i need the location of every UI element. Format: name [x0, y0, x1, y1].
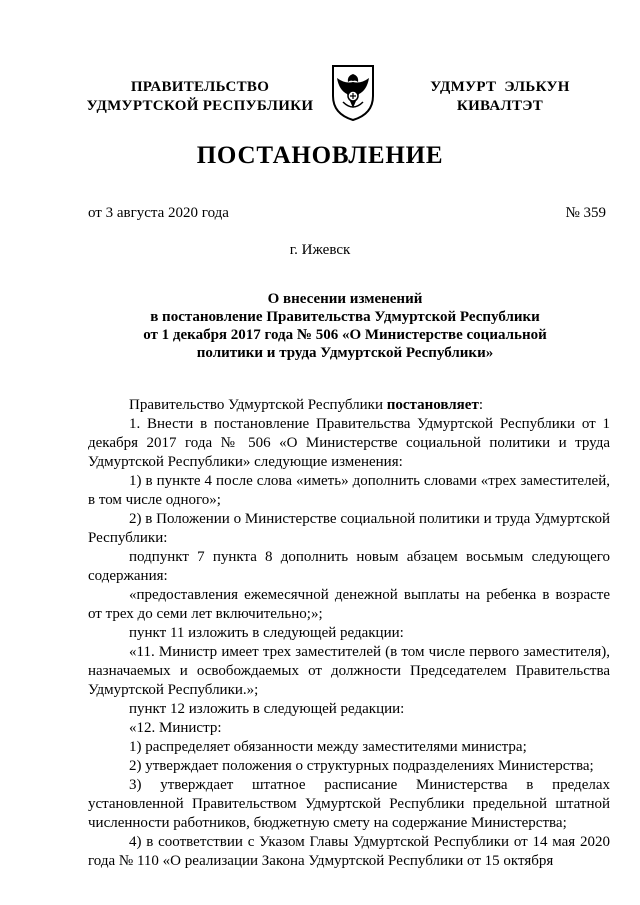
header-left-line2: УДМУРТСКОЙ РЕСПУБЛИКИ	[86, 98, 314, 114]
body-paragraph: 2) утверждает положения о структурных подразделениях Министерства;	[129, 758, 594, 774]
body-paragraph: пункт 12 изложить в следующей редакции:	[129, 701, 405, 717]
header-left-line1: ПРАВИТЕЛЬСТВО	[130, 79, 270, 95]
body-paragraph: 4) в соответствии с Указом Главы Удмуртской Республики от 14 мая 2020 года № 110 «О реализации Закона Удмуртской Республики от 15 октября	[88, 834, 610, 869]
udmurt-coat-of-arms-icon	[329, 62, 377, 122]
body-paragraph: 3) утверждает штатное расписание Министерства в пределах установленной Правительством Удмуртской Республики предельной штатной численности работников, бюджетную смету на содержание Министерства;	[88, 777, 610, 831]
body-paragraph: «предоставления ежемесячной денежной выплаты на ребенка в возрасте от трех до семи лет включительно;»;	[88, 587, 610, 622]
body-paragraph: пункт 11 изложить в следующей редакции:	[129, 625, 404, 641]
body-paragraph: 1. Внести в постановление Правительства Удмуртской Республики от 1 декабря 2017 года № 506 «О Министерстве социальной политики и труда Удмуртской Республики» следующие изменения:	[88, 416, 610, 470]
document-subject	[120, 290, 570, 362]
header-right-line2: КИВАЛТЭТ	[456, 98, 544, 114]
body-paragraph: 1) распределяет обязанности между заместителями министра;	[129, 739, 527, 755]
body-paragraph: 1) в пункте 4 после слова «иметь» дополнить словами «трех заместителей, в том числе одного»;	[88, 473, 610, 508]
subject-line: О внесении изменений	[267, 291, 423, 307]
body-paragraph: «12. Министр:	[129, 720, 222, 736]
header-left-authority	[80, 78, 320, 116]
subject-line: политики и труда Удмуртской Республики»	[196, 345, 494, 361]
intro-text: Правительство Удмуртской Республики	[129, 397, 387, 413]
body-intro	[88, 396, 610, 415]
document-title: ПОСТАНОВЛЕНИЕ	[196, 142, 444, 169]
document-city: г. Ижевск	[289, 242, 351, 258]
intro-keyword: постановляет	[386, 397, 479, 413]
document-date: от 3 августа 2020 года	[88, 205, 229, 221]
body-paragraph: 2) в Положении о Министерстве социальной политики и труда Удмуртской Республики:	[88, 511, 610, 546]
document-body	[88, 396, 610, 871]
body-paragraph: подпункт 7 пункта 8 дополнить новым абзацем восьмым следующего содержания:	[88, 549, 610, 584]
subject-line: в постановление Правительства Удмуртской Республики	[150, 309, 540, 325]
header-right-authority	[410, 78, 590, 116]
header-right-line1: УДМУРТ ЭЛЬКУН	[430, 79, 570, 95]
intro-colon: :	[478, 397, 483, 413]
body-paragraph: «11. Министр имеет трех заместителей (в том числе первого заместителя), назначаемых и освобождаемых от должности Председателем Правительства Удмуртской Республики.»;	[88, 644, 610, 698]
document-number: № 359	[565, 205, 606, 221]
subject-line: от 1 декабря 2017 года № 506 «О Министерстве социальной	[143, 327, 547, 343]
